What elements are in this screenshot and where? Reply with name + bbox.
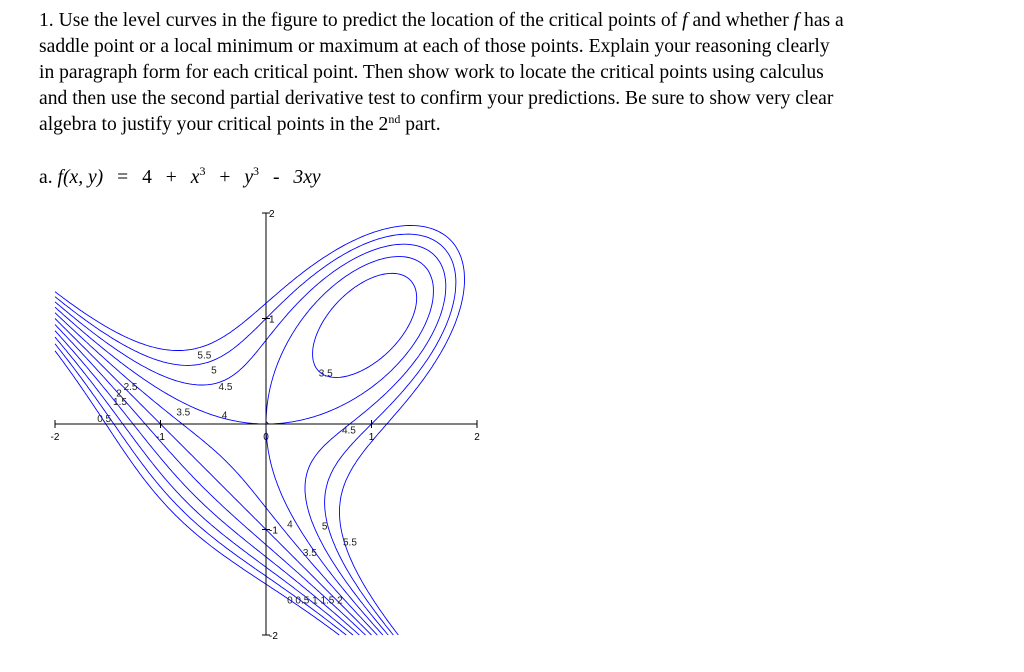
- contour-value-label: 4: [221, 410, 228, 422]
- contour-value-label: 4: [287, 519, 293, 531]
- y-exponent: 3: [253, 164, 260, 178]
- contour-value-label: 0.5: [97, 413, 112, 425]
- contour-value-label: 2: [116, 388, 122, 400]
- x-tick-label: 1: [368, 432, 375, 443]
- x-tick-label: -2: [50, 432, 60, 443]
- xy-term: 3xy: [293, 167, 321, 188]
- constant-term: 4: [142, 167, 152, 188]
- problem-line: algebra to justify your critical points in the 2nd part.: [39, 112, 441, 135]
- x-tick-label: 2: [474, 432, 480, 443]
- contour-value-label: 5.5: [343, 537, 357, 549]
- function-name: f: [57, 167, 63, 188]
- x-tick-label: -1: [156, 432, 165, 443]
- y-tick-label: -2: [269, 631, 278, 642]
- problem-line: and then use the second partial derivative test to confirm your predictions. Be sure to show very clear: [39, 88, 834, 109]
- y-tick-label: -1: [269, 525, 278, 537]
- contour-value-label: 5: [321, 521, 328, 533]
- contour-lines: [55, 226, 465, 636]
- contour-value-label: 2.5: [123, 382, 138, 394]
- x-exponent: 3: [199, 164, 206, 178]
- contour-level-labels: [97, 351, 357, 607]
- problem-number: 1.: [39, 10, 59, 31]
- italic-symbol: f: [793, 10, 800, 31]
- minus-sign: -: [272, 167, 280, 188]
- y-tick-label: 2: [269, 209, 275, 220]
- contour-level-1: [55, 344, 346, 635]
- italic-symbol: f: [682, 10, 688, 31]
- contour-value-label: 1.5: [113, 397, 127, 409]
- problem-line: in paragraph form for each critical point. Then show work to locate the critical points using calculus: [39, 62, 824, 83]
- contour-level-3-5: [55, 273, 417, 635]
- contour-level-1-5: [55, 337, 353, 635]
- contour-level-5: [55, 234, 456, 635]
- function-args: (x, y): [62, 167, 104, 188]
- equals-sign: =: [117, 167, 129, 188]
- x-term: x: [190, 167, 200, 188]
- contour-value-label: 3.5: [302, 547, 317, 559]
- contour-value-label: 3.5: [176, 407, 191, 419]
- contour-level-0-5: [55, 351, 339, 635]
- x-tick-label: 0: [263, 432, 269, 443]
- plus-sign: +: [165, 167, 177, 188]
- contour-value-label: 5.5: [197, 350, 212, 362]
- contour-value-label: 0 0.5 1 1.5 2: [287, 595, 343, 607]
- y-term: y: [244, 167, 254, 188]
- contour-value-label: 5: [211, 365, 217, 377]
- y-tick-label: 1: [269, 314, 275, 326]
- contour-value-label: 4.5: [218, 382, 233, 394]
- plus-sign-2: +: [219, 167, 231, 188]
- problem-line: saddle point or a local minimum or maximum at each of those points. Explain your reasoning clearly: [39, 36, 830, 57]
- contour-level-4: [55, 257, 433, 635]
- contour-value-label: 4.5: [341, 425, 356, 437]
- superscript: nd: [388, 112, 401, 126]
- contour-level-5-5: [55, 226, 465, 636]
- contour-value-label: 3.5: [318, 368, 333, 380]
- problem-line: 1. Use the level curves in the figure to predict the location of the critical points of f and whether f has a: [39, 10, 844, 31]
- contour-level-4-5: [55, 244, 446, 635]
- contour-level-2: [55, 331, 359, 635]
- part-a-label: a.: [39, 167, 53, 188]
